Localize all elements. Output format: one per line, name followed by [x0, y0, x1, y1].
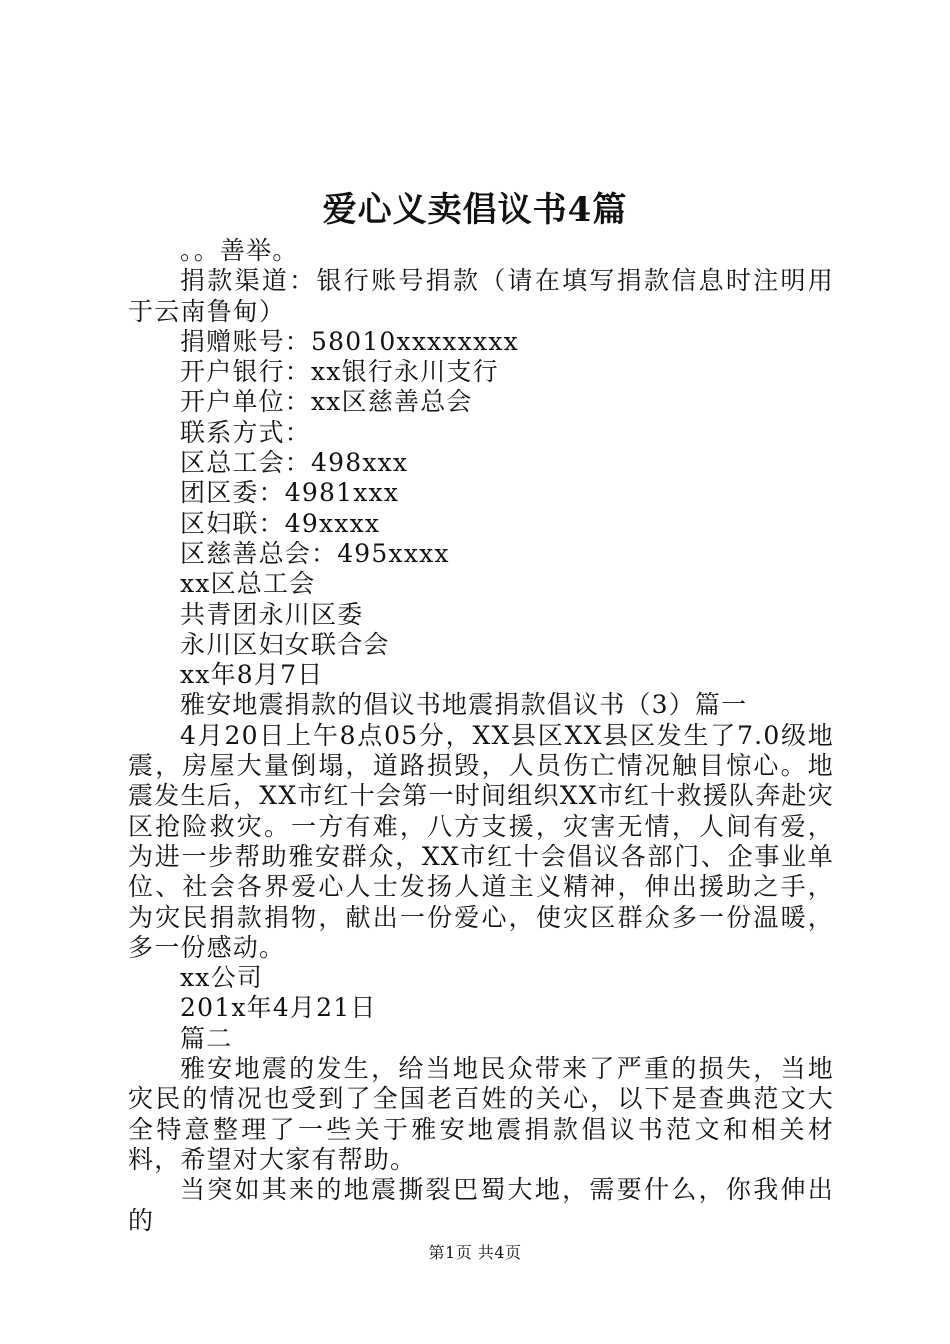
paragraph: 开户单位：xx区慈善总会 [180, 387, 473, 417]
paragraph: 区妇联：49xxxx [180, 508, 381, 538]
paragraph: 4月20日上午8点05分，XX县区XX县区发生了7.0级地震，房屋大量倒塌，道路损毁，人员伤亡情况触目惊心。地震发生后，XX市红十会第一时间组织XX市红十救援队奔赴灾区抢险救灾。一方有难，八方支援，灾害无情，人间有爱，为进一步帮助雅安群众，XX市红十会倡议各部门、企事业单位、社会各界爱心人士发扬人道主义精神，伸出援助之手，为灾民捐款捐物，献出一份爱心，使灾区群众多一份温暖，多一份感动。 [128, 720, 834, 962]
paragraph: xx公司 [180, 963, 263, 993]
paragraph: 201x年4月21日 [180, 993, 377, 1023]
paragraph: 区总工会：498xxx [180, 448, 409, 478]
paragraph: 捐款渠道：银行账号捐款（请在填写捐款信息时注明用于云南鲁甸） [128, 266, 834, 326]
paragraph: xx年8月7日 [180, 660, 324, 690]
paragraph: 篇二 [180, 1023, 233, 1053]
paragraph: 雅安地震的发生，给当地民众带来了严重的损失，当地灾民的情况也受到了全国老百姓的关心，以下是查典范文大全特意整理了一些关于雅安地震捐款倡议书范文和相关材料，希望对大家有帮助。 [128, 1054, 834, 1174]
page-number-footer: 第1页 共4页 [428, 1243, 522, 1262]
paragraph: 共青团永川区委 [180, 599, 364, 629]
paragraph: 当突如其来的地震撕裂巴蜀大地，需要什么，你我伸出的 [128, 1175, 834, 1235]
document-title: 爱心义卖倡议书4篇 [322, 190, 628, 230]
paragraph: 捐赠账号：58010xxxxxxxx [180, 326, 519, 356]
paragraph: 永川区妇女联合会 [180, 629, 390, 659]
paragraph: 区慈善总会：495xxxx [180, 538, 450, 568]
paragraph: xx区总工会 [180, 569, 316, 599]
paragraph: 。。善举。 [180, 236, 299, 265]
paragraph: 团区委：4981xxx [180, 478, 400, 508]
paragraph: 联系方式： [180, 417, 312, 447]
paragraph: 雅安地震捐款的倡议书地震捐款倡议书（3）篇一 [180, 690, 748, 720]
document-body [128, 236, 834, 1236]
paragraph: 开户银行：xx银行永川支行 [180, 357, 499, 387]
